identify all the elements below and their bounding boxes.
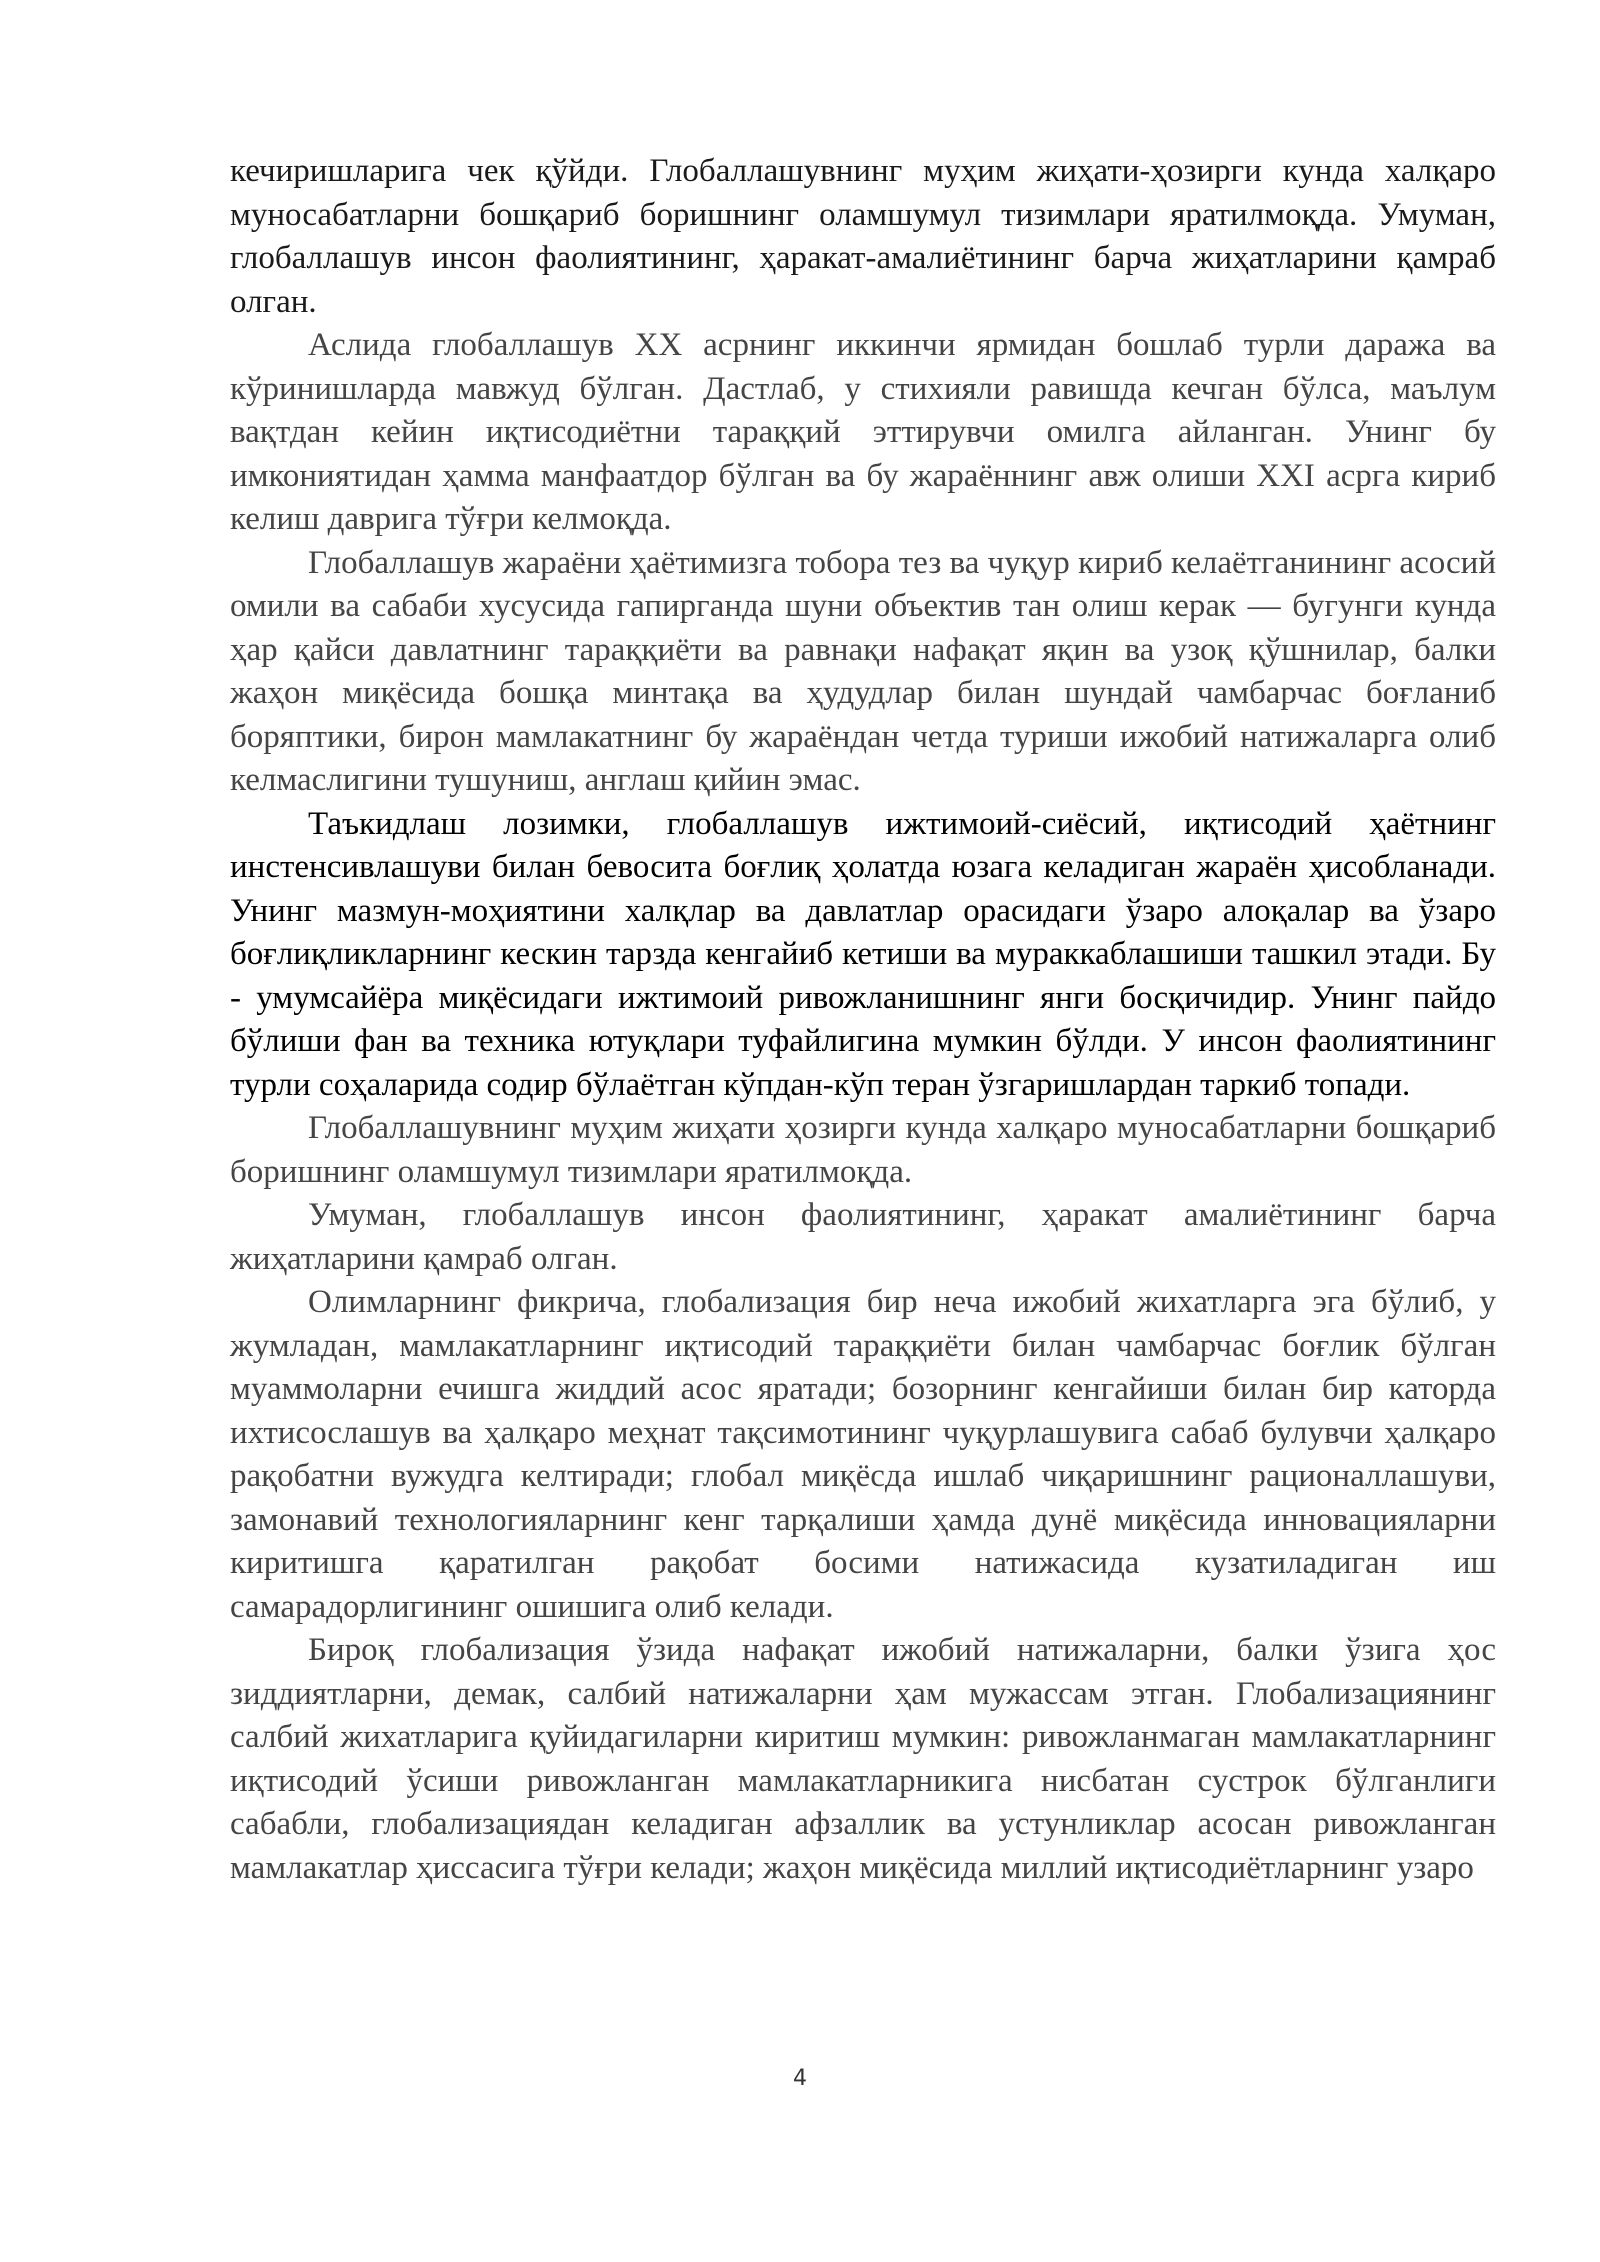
paragraph-international-relations: Глобаллашувнинг муҳим жиҳати ҳозирги кунда халқаро муносабатларни бошқариб боришнинг оламшумул тизимлари яратилмоқда. — [230, 1110, 1496, 1190]
paragraph-globalization-factors: Глобаллашув жараёни ҳаётимизга тобора тез ва чуқур кириб келаётганининг асосий омили ва сабаби хусусида гапирганда шуни объектив тан олиш керак — бугунги кунда ҳар қайси давлатнинг тараққиёти ва равнақи нафақат яқин ва узоқ қўшнилар, балки жаҳон миқёсида бошқа минтақа ва ҳудудлар билан шундай чамбарчас боғланиб боряптики, бирон мамлакатнинг бу жараёндан четда туриши ижобий натижаларга олиб келмаслигини тушуниш, англаш қийин эмас. — [230, 544, 1496, 798]
paragraph-human-activity: Умуман, глобаллашув инсон фаолиятининг, ҳаракат амалиётининг барча жиҳатларини қамраб олган. — [230, 1197, 1496, 1277]
paragraph-globalization-origin: Аслида глобаллашув XX асрнинг иккинчи ярмидан бошлаб турли даража ва кўринишларда мавжуд бўлган. Дастлаб, у стихияли равишда кечган бўлса, маълум вақтдан кейин иқтисодиётни тараққий эттирувчи омилга айланган. Унинг бу имкониятидан ҳамма манфаатдор бўлган ва бу жараённинг авж олиши XXI асрга кириб келиш даврига тўғри келмоқда. — [230, 327, 1496, 537]
paragraph-globalization-definition: Таъкидлаш лозимки, глобаллашув ижтимоий-сиёсий, иқтисодий ҳаётнинг инстенсивлашуви билан бевосита боғлиқ ҳолатда юзага келадиган жараён ҳисобланади. Унинг мазмун-моҳиятини халқлар ва давлатлар орасидаги ўзаро алоқалар ва ўзаро боғлиқликларнинг кескин тарзда кенгайиб кетиши ва мураккаблашиши ташкил этади. Бу - умумсайёра миқёсидаги ижтимоий ривожланишнинг янги босқичидир. Унинг пайдо бўлиши фан ва техника ютуқлари туфайлигина мумкин бўлди. У инсон фаолиятининг турли соҳаларида содир бўлаётган кўпдан-кўп теран ўзгаришлардан таркиб топади. — [230, 805, 1496, 1103]
paragraph-continuation: кечиришларига чек қўйди. Глобаллашувнинг муҳим жиҳати-ҳозирги кунда халқаро муносабатларни бошқариб боришнинг оламшумул тизимлари яратилмоқда. Умуман, глобаллашув инсон фаолиятининг, ҳаракат-амалиётининг барча жиҳатларини қамраб олган. — [230, 153, 1496, 320]
paragraph-negative-aspects: Бироқ глобализация ўзида нафақат ижобий натижаларни, балки ўзига ҳос зиддиятларни, демак, салбий натижаларни ҳам мужассам этган. Глобализациянинг салбий жихатларига қуйидагиларни киритиш мумкин: ривожланмаган мамлакатларнинг иқтисодий ўсиши ривожланган мамлакатларникига нисбатан сустрок бўлганлиги сабабли, глобализациядан келадиган афзаллик ва устунликлар асосан ривожланган мамлакатлар ҳиссасига тўғри келади; жаҳон миқёсида миллий иқтисодиётларнинг узаро — [230, 1632, 1496, 1886]
page-number: 4 — [793, 2066, 807, 2091]
paragraph-positive-aspects: Олимларнинг фикрича, глобализация бир неча ижобий жихатларга эга бўлиб, у жумладан, мамлакатларнинг иқтисодий тараққиёти билан чамбарчас боғлик бўлган муаммоларни ечишга жиддий асос яратади; бозорнинг кенгайиши билан бир каторда ихтисослашув ва ҳалқаро меҳнат тақсимотининг чуқурлашувига сабаб булувчи ҳалқаро рақобатни вужудга келтиради; глобал миқёсда ишлаб чиқаришнинг рационаллашуви, замонавий технологияларнинг кенг тарқалиши ҳамда дунё миқёсида инновацияларни киритишга қаратилган рақобат босими натижасида кузатиладиган иш самарадорлигининг ошишига олиб келади. — [230, 1284, 1496, 1625]
document-body — [230, 150, 1496, 1890]
